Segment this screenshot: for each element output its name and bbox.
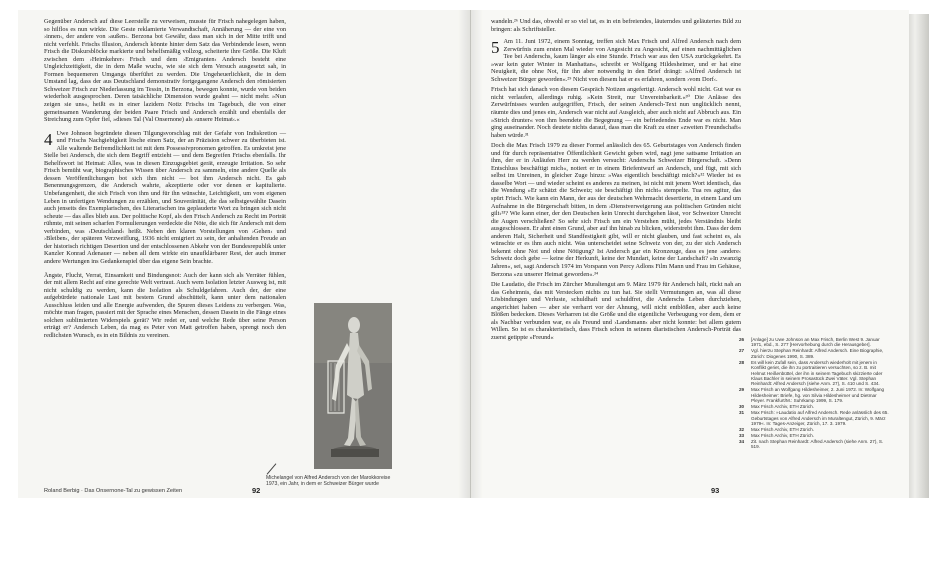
footnote: [739, 404, 891, 409]
section-4: [44, 130, 286, 266]
paragraph: Doch die Max Frisch 1979 zu dieser Formel anlässlich des 65. Geburtstages von Andersch finden und für durch repräsentative Öffentlichkeit Gewicht geben wird, nagt jene sattsame Irritation an ihm, der er in Anläufen Herr zu werden versucht: Anderschs Schweizer Bürgerschaft. »Denn Entschluss beschäftigt mich«, notiert er in einem Briefentwurf an Andersch, und fügt, mit sich selbst im Unreinen, in gleicher Zuge hinzu: »Was eigentlich beschäftigt mich?«³² Wieder ist es dasselbe Wort — und wieder scheint es anderes zu meinen, ist nicht mit jenem Wort identisch, das die Wendung »Er schätzt die Schweiz; sie beschäftigt ihn nicht« stempelte. Tua res agitur, das spürt Frisch. Wie kann ein Mann, der aus der deutschen Wehrmacht desertierte, in einem Land um Aufnahme in die Bürgerschaft bitten, in dem ›Dienstverweigerung aus politischen Gründen nicht gilt‹³³? Wie kann einer, der den Deutschen kein Unrecht durchgehen lässt, vor Schweizer Unrecht die Augen verschließen? So sehr sich Frisch um ein Verstehen müht, jedes Verständnis bleibt ausgeschlossen. Er ahnt einen Grund, aber auf ihn hinab zu blicken, widerstrebt ihm. Dass der dem anderen Halt, Sicherheit und Standfestigkeit gibt, will er nicht glauben, und fast scheint es, als wünschte er es ihm auch nicht. Was unterscheidet seine Schweiz von der, zu der sich Andersch bekennt ohne Not und ohne Nötigung? Ist Andersch gar ein Kronzeuge, dass es jene ›andere‹ Schweiz doch gebe — keine der Herkunft, keine der Mundart, keine der Landschaft? »In zwanzig Jahren«, sei, sagt Andersch 1974 im Vorspann von Percy Adlons Film Mann und Frau im Gehäuse, Berzona »zu unserer Heimat geworden«.³⁴: [491, 142, 741, 278]
footnote-text: Max Frisch an Wolfgang Hildesheimer, 2. Juni 1972. In: Wolfgang Hildesheimer: Briefe, hg. von Silvia Hildesheimer und Dietmar Pleyer. Frankfurt/M.: Suhrkamp 1999, S. 179.: [751, 387, 885, 404]
footnote-number: 27: [739, 348, 745, 354]
paragraph: Gegenüber Andersch auf diese Leerstelle zu verweisen, musste für Frisch nahegelegen haben, so hilflos es nun wirkte. Die Geste reklamierte Verwandtschaft, Annäherung — der eine von ›innen‹, der andere von ›außen‹. Berzona bot Gewähr, dass man sich in der Mitte trifft und nicht verfehlt. Frischs Illusion, Andersch könnte hinter dem Satz das Verbindende lesen, wenn Frisch die Diskursblöcke markierte und behelfsmäßig vollzog, scheiterte ihre Größe. Die Kluft zwischen dem ›Heimkehrer‹ Frisch und dem ›Emigranten‹ Andersch besteht eine Ungleichzeitigkeit, die in dem Maße wuchs, wie sie sich dem Versuch ausgesetzt sah, in Formen bequemeren Umgangs überführt zu werden. Die Ungeheuerlichkeit, die in dem Umstand lag, dass der aus Deutschland demonstrativ fortgegangene Andersch den römisierten Schweizer Frisch zur Niederlassung im Tessin, in Berzona, bewegen konnte, wurde von beiden wiederholt ausgesprochen. Deren tatsächliche Dimension wurde geahnt — nicht mehr. »Nun zeigen sie uns«, heißt es in einer lazidem Notiz Frischs im Tagebuch, die von einer gemeinsamen Wanderung der beiden Paare Frisch und Andersch erzählt und ebenfalls der Streichung zum Opfer fiel, »dieses Tal (Val Onsernone) als ›unsere Heimat‹.«: [44, 18, 286, 124]
caption-pointer: [267, 463, 277, 474]
running-footer: Roland Berbig · Das Onsernone-Tal zu gewissen Zeiten: [44, 488, 183, 494]
page-block-edge: [909, 14, 929, 498]
paragraph: wandeln.²⁶ Und das, obwohl er so viel tat, es in ein befreiendes, läuterndes und geläutertes Bild zu bringen: als Schriftsteller.: [491, 18, 741, 33]
page-number-right: 93: [711, 486, 720, 495]
gutter-shadow-right: [471, 10, 483, 498]
footnote-number: 26: [739, 337, 745, 342]
sculpture-figure: [314, 303, 392, 469]
footnote-number: 32: [739, 427, 745, 433]
right-column: [491, 18, 741, 344]
footnote: [739, 337, 891, 348]
footnote: [739, 360, 891, 387]
footnote-number: 28: [739, 359, 745, 365]
left-column: [44, 18, 286, 342]
paragraph: Frisch hat sich danach von diesem Gespräch Notizen angefertigt. Andersch wohl nicht. Gut war es nicht verlaufen, allerdings ruhig. »Kein Streit, nur Unvereinbarkeit.«³⁰ Die Anlässe des Zerwürfnisses wurden aufgegriffen, Frisch, der seinen Andersch-Text nun unglücklich nennt, räumte dies und jenes ein, Andersch war nicht auf Ausgleich, aber auch nicht auf Abbruch aus. Ein »Strich drunter« von ihm beendete die Begegnung — ein befriedendes Ende war es nicht. Man ging auseinander. Noch deutete nichts darauf, dass man die Kraft zu einer »zweiten Freundschaft« haben würde.³¹: [491, 86, 741, 139]
footnote-number: 29: [739, 387, 745, 393]
footnote: [739, 433, 891, 438]
section-number: 5: [491, 38, 500, 58]
footnotes: [739, 337, 891, 450]
section-number: 4: [44, 129, 53, 149]
section-5: [491, 38, 741, 83]
page-number-left: 92: [252, 486, 261, 495]
footnote-text: Zit. nach Stephan Reinhardt: Alfred Andersch (siehe Anm. 27), S. 519.: [751, 439, 884, 450]
paragraph: Uwe Johnson begründete diesen Tilgungsvorschlag mit der Gefahr von Indiskretion — und Frischs Nachgiebigkeit lösche einen Satz, der an Präzision schwer zu überbieten ist. Alle waltende Befremdlichkeit ist mit dem Possessivpronomen getroffen. Es umkreist jene Stelle bei Andersch, die sich dem Begriff entzieht — und dem Begreifen Frischs ebenfalls. Ihr Behelfswort ist Heimat: Alles, was in diesen Einzugsgebiet gerät, erzeugte Irritation. So sehr Frisch bemüht war, biographisches Wissen über Andersch zu sammeln, eine andere Quelle als dessen Veröffentlichungen bot sich ihm nicht — bot ihm Andersch nicht. Es gab Benennungsgrenzen, die Andersch wahrte, akzeptierte oder vor denen er kapitulierte. Unbefangenheit, die sich Frisch von ihm und für ihn wünschte, Leichtigkeit, um vom eigenen Leben in unfertigen Wendungen zu erzählen, und Souveränität, die das selbstgewählte Dasein auch jenseits des Exemplarischen, des Literarischen ins geplauderte Wort zu bringen sich nicht scheute — das alles blieb aus. Der politische Kopf, als den Frisch Andersch zu Recht im Porträt rühmte, mit seinen scharfen Formulierungen verdeckte die Nöte, die sich für Andersch mit dem verbinden, was ›Deutschland‹ heißt. Neben den klaren Vorstellungen von ›Gehen‹ und ›Bleiben‹, der späteren Verzweiflung, 1936 nicht emigriert zu sein, der anhaltenden Freude an der historisch richtigen Desertion und der entschlossenen Abkehr von der Bundesrepublik unter Kanzler Konrad Adenauer — neben all dem wirkte ein unaufklärbarer Rest, der auch immer andere Wertungen ins Gedankenspiel über das eigene Sein brachte.: [44, 129, 286, 265]
paragraph: Die Laudatio, die Frisch im Zürcher Muraltengut am 9. März 1979 für Andersch hält, rückt nah an das Geheimnis, das mit Verstecken nichts zu tun hat. Sie stellt Vermutungen an, was all diese Lösbindungen und Verluste, schuldhaft und schuldfrei, die Anderschs Leben durchziehen, angerichtet haben — aber sie verharrt vor der Ahnung, will nicht entblößen, aber auch keine Blößen bedecken. Dieses Verharren ist die Größe und die eigentliche Verbeugung vor dem, dem er als Nachbar verbunden war, es als Freund und ›Landsmann‹ aber nicht konnte: bei allem gutem Willen. So ist es charakteristisch, dass Frisch schon in seinem diaristischen Andersch-Porträt das zuerst getippte »Freund«: [491, 281, 741, 341]
gutter-shadow-left: [458, 10, 472, 498]
footnote-text: Max Frisch Archiv, ETH Zürich.: [751, 427, 814, 433]
footnote-number: 33: [739, 433, 745, 439]
footnote-number: 31: [739, 410, 745, 416]
footnote-text: Max Frisch: »Laudatio auf Alfred Andersch. Rede anlässlich des 65. Geburtstages von Alfred Andersch im Muraltengut, Zürich, 9. März 1979«. In: Tages-Anzeiger, Zürich, 17. 3. 1979.: [751, 410, 889, 427]
paragraph: Ängste, Flucht, Verrat, Einsamkeit und Bindungsnot: Auch der kann sich als Verräter fühlen, der mit allem Recht auf eine gerechte Welt vertraut. Auch wem Isolation letzter Ausweg ist, mit nicht schuldig zu werden, kann die Isolation als Schuldgefahren. Auch der, der eine aufgebürdete nationale Last mit bestem Grund abschüttelt, kann unter dem nationalen Ausschluss leiden und alle Energie aufwenden, die Spuren dieses Leidens zu verbergen. Was, möchte man fragen, passiert mit der Sprache eines Menschen, dessen Dasein in die Fänge eines solchen sublimierten Widerspiels gerät? Wir redet er, und welche Rede über seine Person erträgt er? Andersch Leben, da mag es Peter von Matt getroffen haben, sprengt noch den redlichsten Wunsch, es in ein Bildnis zu vereinen.: [44, 271, 286, 339]
footnote: [739, 410, 891, 426]
sculpture-photo: [314, 303, 392, 469]
footnote-number: 34: [739, 439, 745, 445]
footnote-text: [Anlage] zu Uwe Johnson an Max Frisch, Berlin West 9. Januar 1971, ebd., S. 277 [Hervorhebung durch die Herausgeber].: [751, 337, 880, 348]
footnote: [739, 387, 891, 403]
footnote-text: Vgl. hierzu Stephan Reinhardt: Alfred Andersch. Eine Biographie, Zürich: Diogenes 1990, S. 389.: [751, 348, 884, 359]
footnote-text: Max Frisch Archiv, ETH Zürich.: [751, 404, 814, 410]
footnote-text: Max Frisch Archiv, ETH Zürich.: [751, 433, 814, 439]
footnote-number: 30: [739, 404, 745, 410]
photo-caption: Michelangel von Alfred Andersch von der Marokkoreise 1973, ein Jahr, in dem er Schweizer Bürger wurde: [266, 475, 391, 487]
footnote: [739, 439, 891, 450]
left-page: [18, 10, 471, 498]
footnote-text: Es will kein Zufall sein, dass Andersch wiederholt mit jenem in Konflikt geriet, die ihn zu portraitieren versuchten, so z. B. mit Helmut Heißenbüttel, der ihn in seinem Tagebuch skizzierte oder Klaus Bachler in seinem Prosastück Zwei Väter. Vgl. Stephan Reinhardt: Alfred Andersch (siehe Anm. 27), S. 410 und S. 434.: [751, 359, 883, 387]
paragraph: Am 11. Juni 1972, einem Sonntag, treffen sich Max Frisch und Alfred Andersch nach dem Zerwürfnis zum ersten Mal wieder von Angesicht zu Angesicht, auf einen nachmittäglichen Tee bei Anderschs, kaum länger als eine Stunde. Frisch war aus den USA zurückgekehrt. Es »war kein guter Winter in Manhattan«, schreibt er Wolfgang Hildesheimer, und er hat eine Neuigkeit, die ohne Not, für ihn aber notwendig in den Brief drängt: »Alfred Andersch ist Schweizer Bürger geworden«.²⁹ Nicht von diesem hat er es erfahren, sondern ›vom Dorf‹.: [491, 38, 741, 83]
footnote: [739, 348, 891, 359]
footnote: [739, 427, 891, 432]
